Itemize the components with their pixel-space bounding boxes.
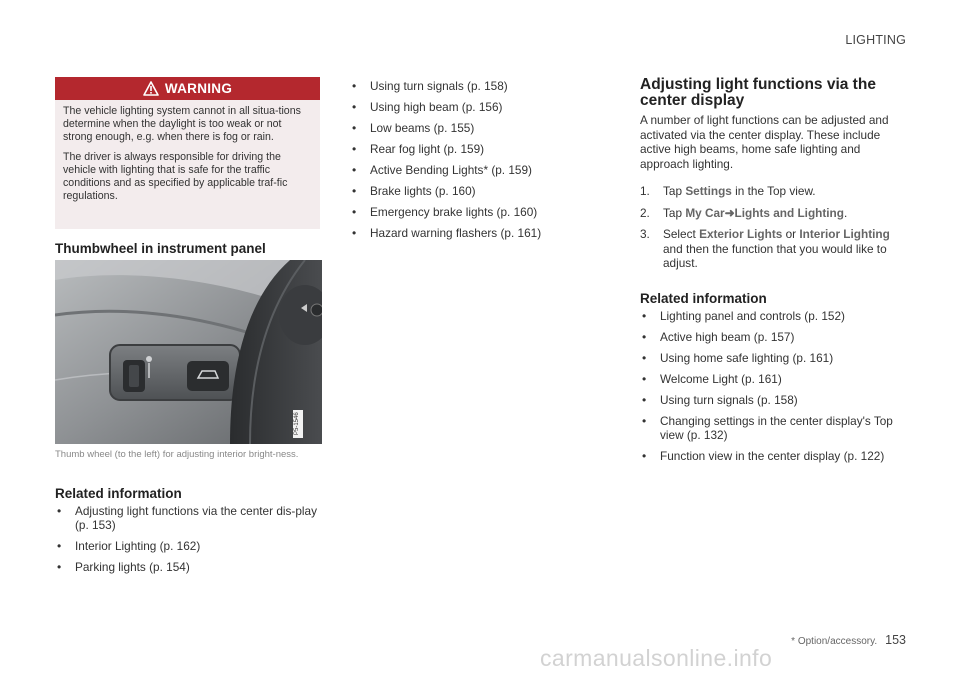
- footnote: * Option/accessory.: [791, 636, 878, 647]
- related-link[interactable]: • Emergency brake lights (p. 160): [350, 205, 600, 219]
- step-text: and then the function that you would like to adjust.: [663, 241, 887, 270]
- step-text: or: [785, 227, 797, 241]
- interior-lighting-ui-label: Interior Lighting: [799, 227, 890, 241]
- step-text: Select: [663, 227, 696, 241]
- step-item: [640, 206, 910, 221]
- related-link[interactable]: • Using home safe lighting (p. 161): [640, 351, 915, 365]
- step-item: [640, 184, 910, 199]
- instrument-panel-photo: [55, 260, 322, 444]
- adjusting-intro: A number of light functions can be adjusted and activated via the center display. These include active high beams, home safe lighting and approach lighting.: [640, 113, 889, 171]
- page-number: 153: [885, 633, 906, 647]
- related-link[interactable]: • Active Bending Lights* (p. 159): [350, 163, 600, 177]
- related-link[interactable]: • Active high beam (p. 157): [640, 330, 915, 344]
- step-item: [640, 227, 910, 271]
- related-info-heading-left: Related information: [55, 486, 182, 501]
- warning-title: WARNING: [164, 81, 233, 96]
- related-link[interactable]: • Adjusting light functions via the center dis-play (p. 153): [55, 504, 320, 532]
- instrument-panel-illustration: [55, 260, 322, 444]
- related-link[interactable]: • Welcome Light (p. 161): [640, 372, 915, 386]
- step-text: Tap: [663, 184, 683, 198]
- related-link[interactable]: • Rear fog light (p. 159): [350, 142, 600, 156]
- arrow-right-icon: ➜: [724, 205, 735, 220]
- related-info-list-right: [640, 309, 915, 470]
- warning-triangle-icon: [143, 81, 159, 96]
- related-link[interactable]: • Low beams (p. 155): [350, 121, 600, 135]
- related-info-heading-right: Related information: [640, 291, 767, 306]
- related-info-list-middle: [350, 79, 600, 247]
- footer: [791, 633, 906, 647]
- exterior-lights-ui-label: Exterior Lights: [699, 227, 783, 241]
- related-link[interactable]: • Lighting panel and controls (p. 152): [640, 309, 915, 323]
- step-text: Tap: [663, 205, 683, 220]
- step-number: 2.: [640, 205, 650, 220]
- settings-ui-label: Settings: [685, 184, 732, 198]
- step-text: .: [843, 205, 848, 220]
- related-link[interactable]: • Using turn signals (p. 158): [640, 393, 915, 407]
- warning-paragraph: The driver is always responsible for driving the vehicle with lighting that is safe for the traffic conditions and as specified by applicable traf-fic regulations.: [63, 151, 288, 202]
- related-link[interactable]: • Function view in the center display (p. 122): [640, 449, 915, 463]
- image-code: P5-1546: [294, 412, 300, 435]
- warning-body: [55, 100, 320, 203]
- related-link[interactable]: • Using high beam (p. 156): [350, 100, 600, 114]
- related-link[interactable]: • Parking lights (p. 154): [55, 560, 320, 574]
- related-info-list-left: [55, 504, 320, 581]
- warning-header: [55, 77, 320, 100]
- section-title: LIGHTING: [845, 33, 906, 47]
- related-link[interactable]: • Brake lights (p. 160): [350, 184, 600, 198]
- steps-list: [640, 184, 910, 278]
- warning-paragraph: The vehicle lighting system cannot in all situa-tions determine when the daylight is too weak or not strong enough, e.g. when there is fog or rain.: [63, 105, 301, 143]
- related-link[interactable]: • Using turn signals (p. 158): [350, 79, 600, 93]
- warning-box: [55, 77, 320, 229]
- related-link[interactable]: • Changing settings in the center display's Top view (p. 132): [640, 414, 915, 442]
- step-text: in the Top view.: [735, 184, 816, 198]
- thumbwheel-heading: Thumbwheel in instrument panel: [55, 241, 266, 256]
- photo-caption: Thumb wheel (to the left) for adjusting interior bright-ness.: [55, 449, 299, 460]
- watermark: carmanualsonline.info: [540, 645, 773, 671]
- lights-and-lighting-ui-label: Lights and Lighting: [734, 205, 844, 220]
- related-link[interactable]: • Interior Lighting (p. 162): [55, 539, 320, 553]
- adjusting-heading: Adjusting light functions via the center display: [640, 76, 876, 109]
- step-number: 3.: [640, 227, 650, 241]
- my-car-ui-label: My Car: [685, 205, 725, 220]
- related-link[interactable]: • Hazard warning flashers (p. 161): [350, 226, 600, 240]
- step-number: 1.: [640, 184, 650, 198]
